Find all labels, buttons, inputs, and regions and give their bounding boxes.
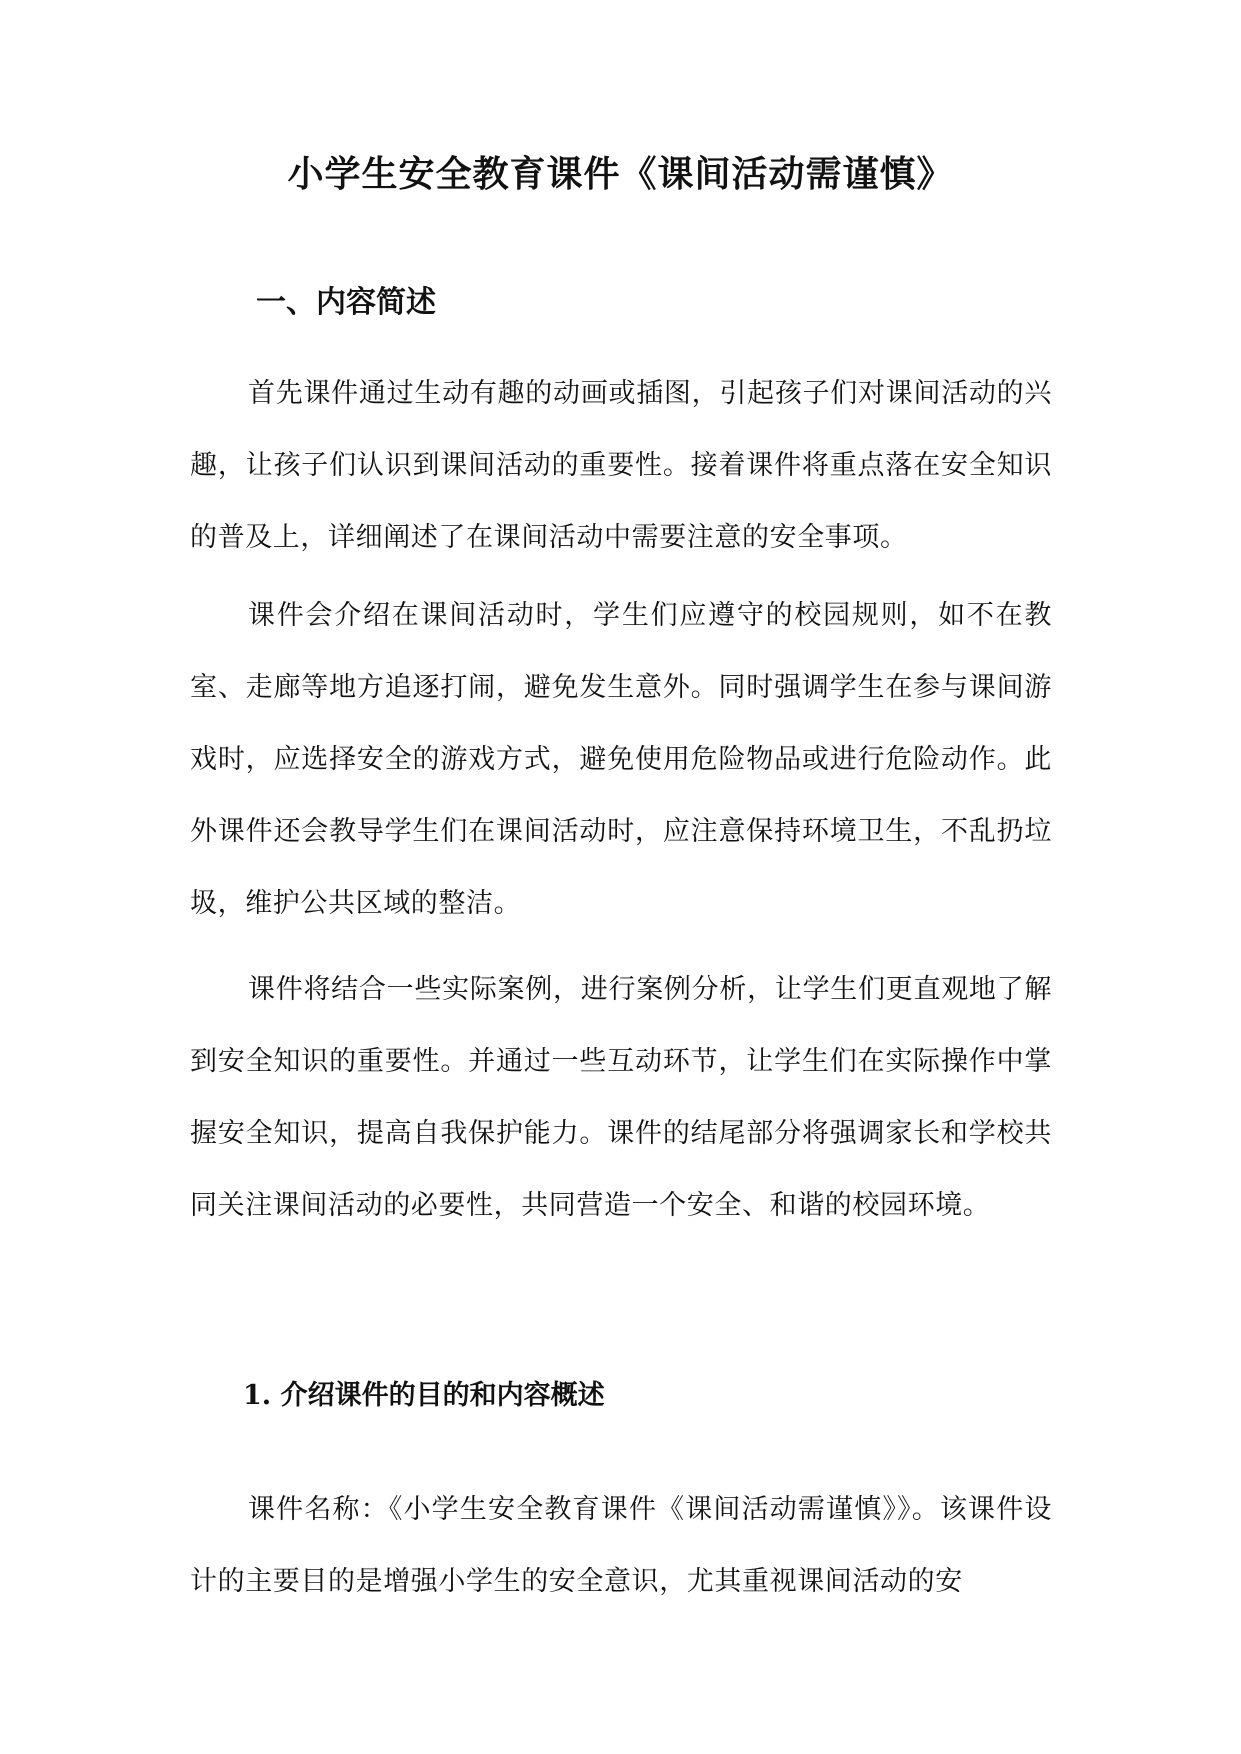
section-heading: 一、内容简述 (256, 285, 436, 320)
body-paragraph: 课件将结合一些实际案例，进行案例分析，让学生们更直观地了解到安全知识的重要性。并通过一些互动环节，让学生们在实际操作中掌握安全知识，提高自我保护能力。课件的结尾部分将强调家长和学校共同关注课间活动的必要性，共同营造一个安全、和谐的校园环境。 (190, 974, 1052, 1221)
body-paragraph: 首先课件通过生动有趣的动画或插图，引起孩子们对课间活动的兴趣，让孩子们认识到课间活动的重要性。接着课件将重点落在安全知识的普及上，详细阐述了在课间活动中需要注意的安全事项。 (190, 378, 1052, 553)
body-paragraph: 课件名称：《小学生安全教育课件《课间活动需谨慎》》。该课件设计的主要目的是增强小学生的安全意识，尤其重视课间活动的安 (190, 1494, 1052, 1597)
subsection-heading: 1. 介绍课件的目的和内容概述 (243, 1380, 605, 1411)
document-title: 小学生安全教育课件《课间活动需谨慎》 (287, 153, 954, 195)
body-paragraph: 课件会介绍在课间活动时，学生们应遵守的校园规则，如不在教室、走廊等地方追逐打闹，避免发生意外。同时强调学生在参与课间游戏时，应选择安全的游戏方式，避免使用危险物品或进行危险动作。此外课件还会教导学生们在课间活动时，应注意保持环境卫生，不乱扔垃圾，维护公共区域的整洁。 (190, 600, 1052, 919)
